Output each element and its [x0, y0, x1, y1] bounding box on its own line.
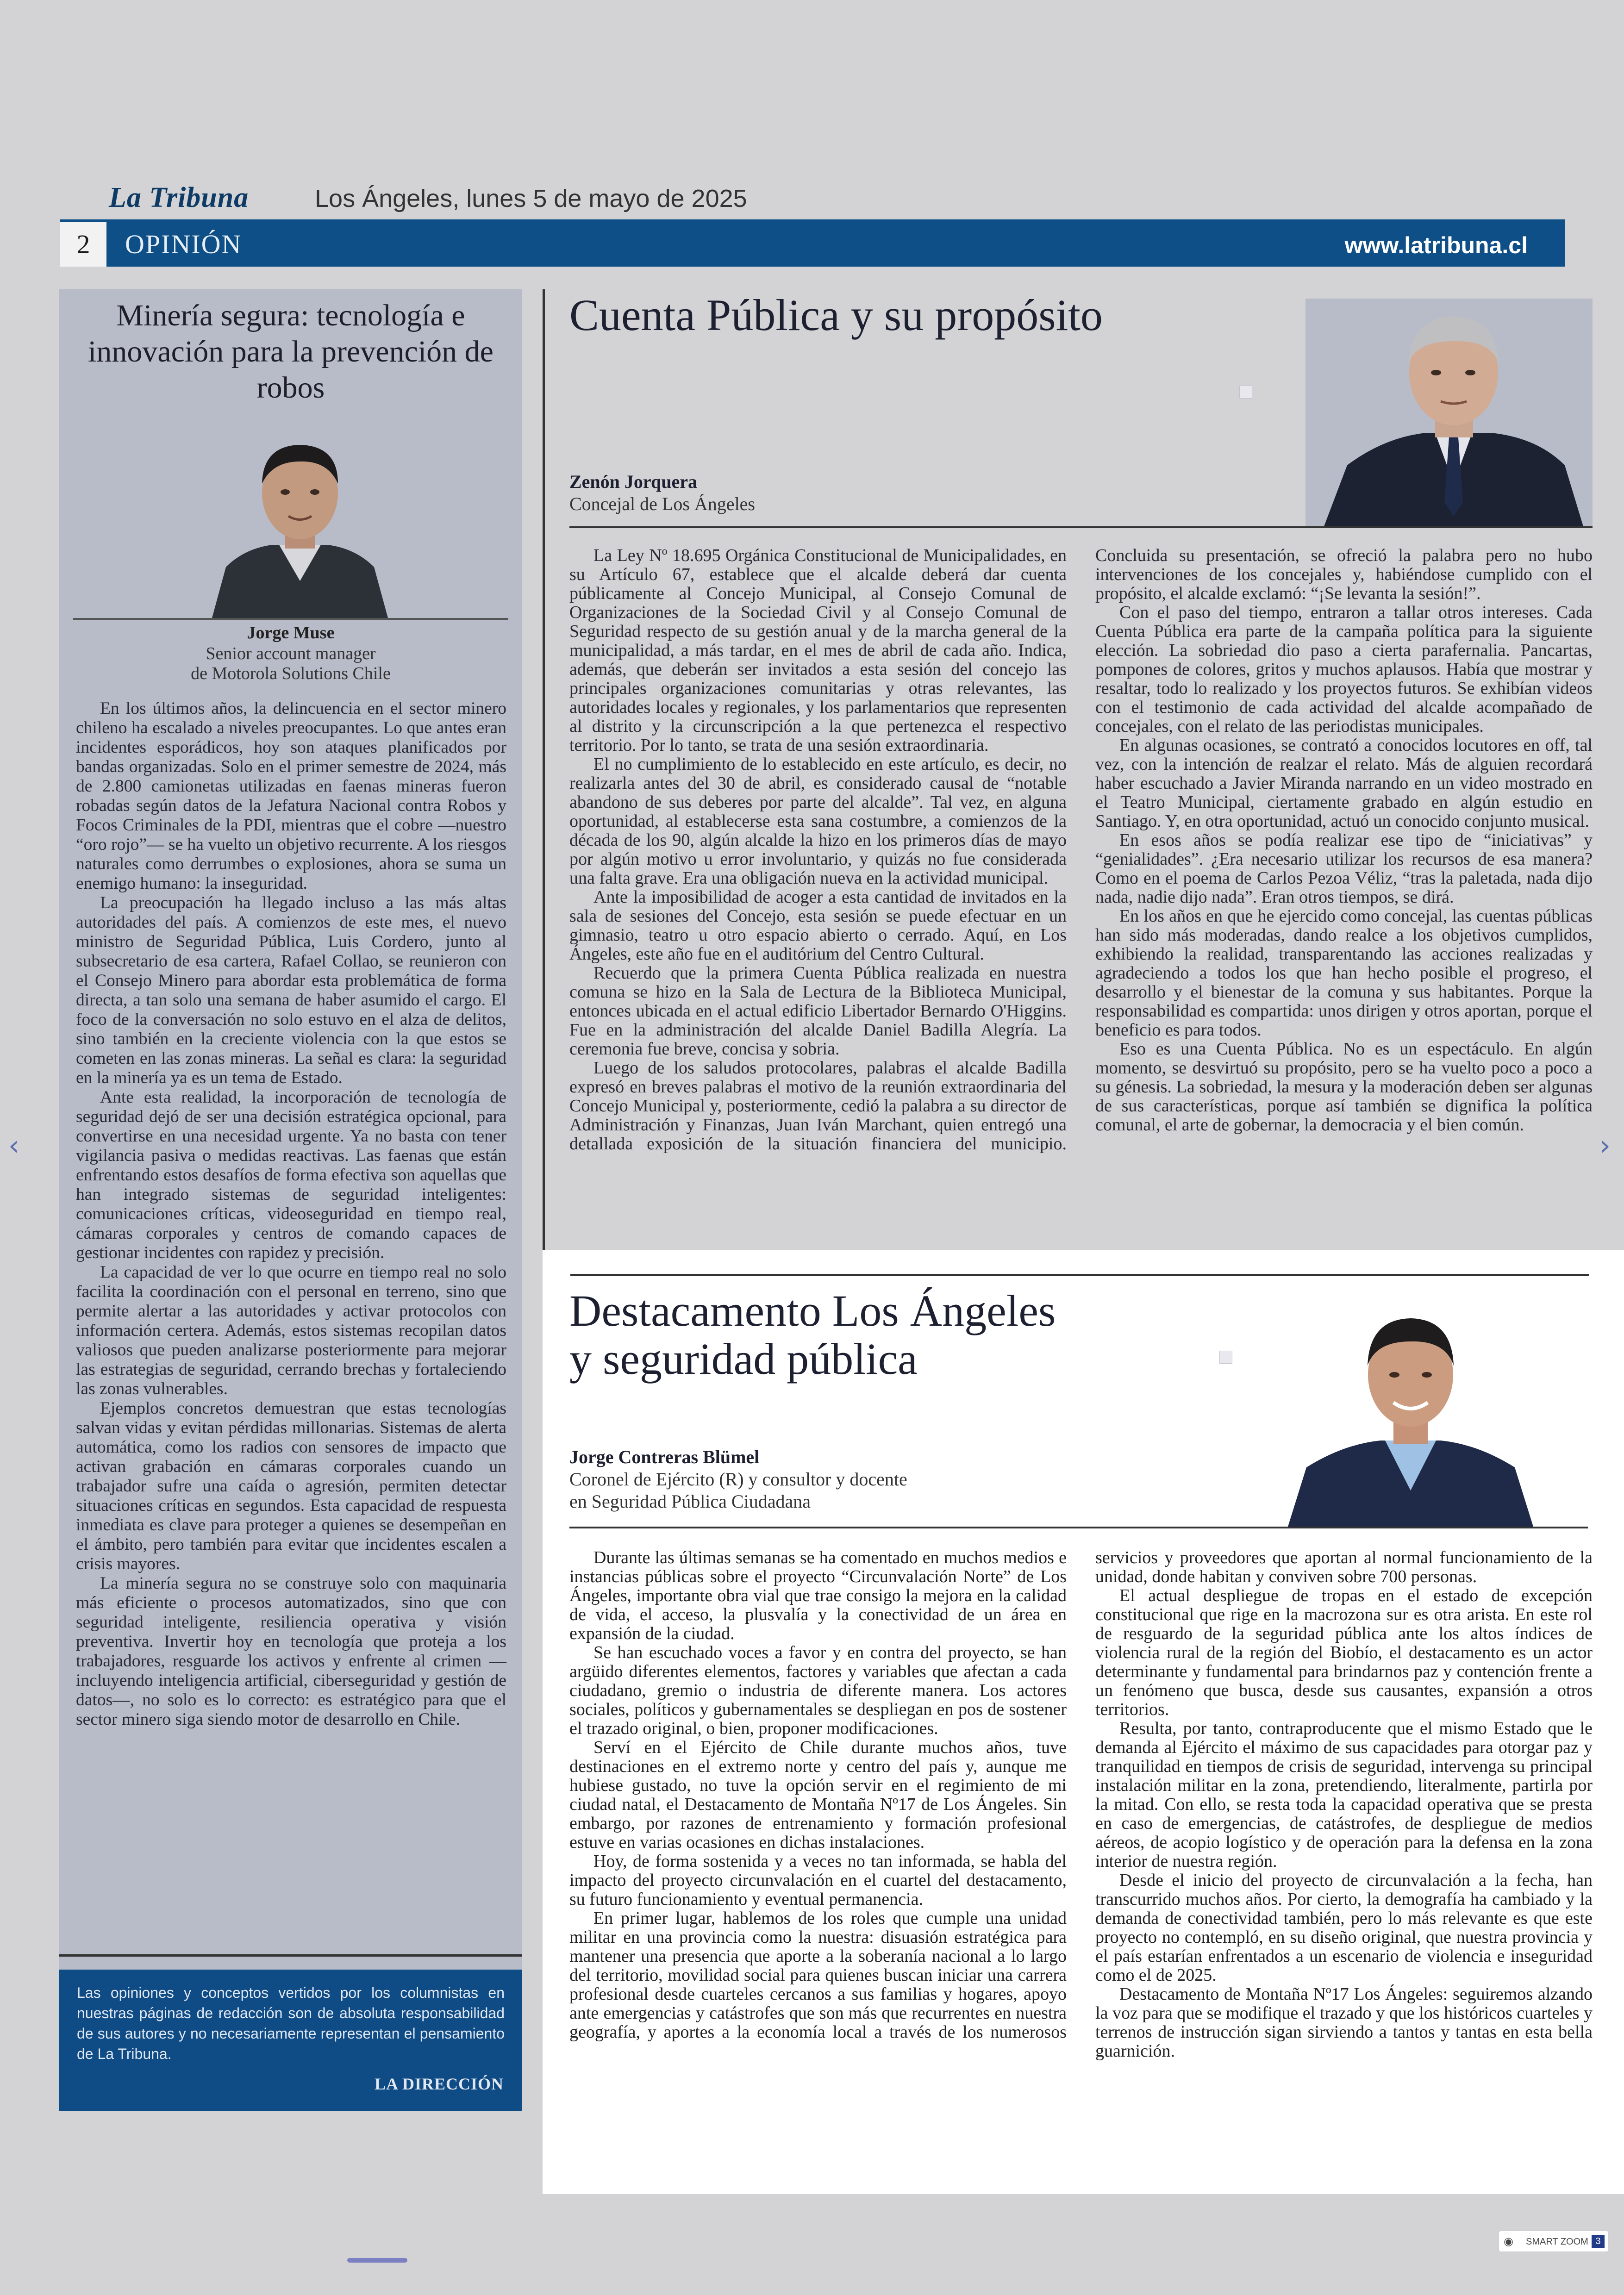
author-photo-zenon-jorquera	[1305, 299, 1593, 526]
author-photo-jorge-contreras	[1279, 1296, 1543, 1527]
article-2-title-line-2: y seguridad pública	[569, 1334, 918, 1384]
paragraph: Serví en el Ejército de Chile durante muchos años, tuve destinaciones en el extremo norte y centro del país y, aunque me hubiese gustado, no tuve la opción servir en el regimiento de mi ciudad natal, el Destacamento de Montaña Nº17 de Los Ángeles. Sin embargo, por razones de entrenamiento y formación profesional estuve en varias ocasiones en dichas instalaciones.	[569, 1738, 1067, 1852]
editorial-disclaimer	[59, 1970, 522, 2111]
paragraph: Eso es una Cuenta Pública. No es un espectáculo. En algún momento, se desvirtuó su propósito, pero se ha vuelto poco a poco a su génesis. La sobriedad, la mesura y la moderación deben ser algunas de sus características, porque así también se dignifica la política comunal, el arte de gobernar, la democracia y el bien común.	[1095, 1039, 1593, 1135]
paragraph: Ante la imposibilidad de acoger a esta cantidad de invitados en la sala de sesiones del Concejo, esta sesión se puede efectuar en un gimnasio, teatro u otro espacio abierto o cerrado. Aquí, en Los Ángeles, este año fue en el auditórium del Centro Cultural.	[569, 887, 1067, 964]
smart-zoom-label: SMART ZOOM	[1526, 2237, 1588, 2247]
paragraph: Destacamento de Montaña Nº17 Los Ángeles: seguiremos alzando la voz para que se modifique el trazado y que los históricos cuarteles y terrenos de instrucción sigan sirviendo a tantos y tantas en esta bella guarnición.	[1095, 1984, 1593, 2061]
paragraph: El no cumplimiento de lo establecido en este artículo, es decir, no realizarla antes del 30 de abril, es considerado causal de “notable abandono de sus deberes por parte del alcalde”. Tal vez, en alguna oportunidad, al establecerse esta sana costumbre, a comienzos de la década de los 90, algún alcalde la hizo en los primeros días de mayo por algún motivo u error involuntario, y quizás no fue considerada una falta grave. Era una obligación nueva en la actividad municipal.	[569, 755, 1067, 888]
paragraph: Durante las últimas semanas se ha comentado en muchos medios e instancias públicas sobre el proyecto “Circunvalación Norte” de Los Ángeles, importante obra vial que trae consigo la mejora en la calidad de vida, el acceso, la plusvalía y la conectividad de un área en expansión de la ciudad.	[569, 1548, 1067, 1643]
article-1-title: Cuenta Pública y su propósito	[569, 290, 1103, 340]
masthead-logo: La Tribuna	[109, 182, 249, 213]
paragraph: La minería segura no se construye solo con maquinaria más eficiente o procesos automatizados, sino que con seguridad inteligente, resiliencia operativa y visión preventiva. Invertir hoy en tecnología que proteja a los trabajadores, resguarde los activos y enfrente al crimen —incluyendo inteligencia artificial, ciberseguridad y gestión de datos—, no solo es lo correcto: es estratégico para que el sector minero siga siendo motor de desarrollo en Chile.	[76, 1574, 506, 1729]
horizontal-scrollbar[interactable]	[347, 2258, 407, 2263]
paragraph: En algunas ocasiones, se contrató a conocidos locutores en off, tal vez, con la intención de realzar el relato. Más de alguien recordará haber escuchado a Javier Miranda narrando en un video mostrado en el Teatro Municipal, ciertamente grabado en algún estudio en Santiago. Y, en otra oportunidad, actuó un conocido conjunto musical.	[1095, 736, 1593, 831]
article-1-author-name: Zenón Jorquera	[569, 471, 697, 492]
eye-icon: ◉	[1504, 2235, 1513, 2248]
disclaimer-divider	[59, 1954, 522, 1957]
disclaimer-signature: LA DIRECCIÓN	[374, 2075, 504, 2093]
article-destacamento	[543, 1250, 1624, 2194]
article-2-author-role-2: en Seguridad Pública Ciudadana	[569, 1491, 811, 1512]
article-1-body	[569, 546, 1593, 1154]
section-bar	[60, 219, 1565, 267]
paragraph: Ante esta realidad, la incorporación de tecnología de seguridad dejó de ser una decisión estratégica opcional, para convertirse en una necesidad urgente. Ya no basta con tener vigilancia pasiva o medidas reactivas. Las faenas que están enfrentando estos desafíos de forma efectiva son aquellas que han integrado sistemas de seguridad inteligentes: comunicaciones críticas, videoseguridad en tiempo real, cámaras corporales y centros de comando capaces de gestionar incidentes con rapidez y precisión.	[76, 1088, 506, 1262]
article-1-author-role: Concejal de Los Ángeles	[569, 493, 755, 514]
paragraph: Luego de los saludos protocolares, palabras el alcalde Badilla expresó en breves palabras el motivo de la reunión extraordinaria del Concejo Municipal y, posteriormente, cedió la palabra a su director de Administración y Finanzas, Juan Iván Marchant, quien entregó una detallada exposición de la situación financiera del municipio. Concluida su presentación, se ofreció la palabra pero no hubo intervenciones de los concejales y, habiéndose cumplido con el propósito, el alcalde exclamó: “¡Se levanta la sesión!”.	[569, 546, 1593, 1154]
article-2-author-role-1: Coronel de Ejército (R) y consultor y docente	[569, 1469, 907, 1490]
article-2-author-name: Jorge Contreras Blümel	[569, 1447, 760, 1467]
website-url[interactable]: www.latribuna.cl	[1344, 232, 1528, 258]
paragraph: La preocupación ha llegado incluso a las más altas autoridades del país. A comienzos de este mes, el nuevo ministro de Seguridad Pública, Luis Cordero, junto al subsecretario de esa cartera, Rafael Collao, se reunieron con el Consejo Minero para abordar esta problemática de forma directa, a tan solo una semana de haber asumido el cargo. El foco de la conversación no solo estuvo en el alza de delitos, sino también en la creciente violencia con la que estos se cometen en las zonas mineras. La señal es clara: la seguridad en la minería ya es un tema de Estado.	[76, 893, 506, 1087]
left-author-role-2: de Motorola Solutions Chile	[191, 664, 391, 683]
paragraph: El actual despliegue de tropas en el estado de excepción constitucional que rige en la macrozona sur es otra arista. En este rol de resguardo de la seguridad pública ante los altos índices de violencia rural de la región del Biobío, el destacamento es un actor determinante y fundamental para brindarnos paz y contención frente a un fenómeno que busca, desde sus causantes, expansión a otros territorios.	[1095, 1586, 1593, 1719]
paragraph: La capacidad de ver lo que ocurre en tiempo real no solo facilita la coordinación con el personal en terreno, sino que permite alertar a las autoridades y activar protocolos con información certera. Además, estos sistemas recopilan datos valiosos que pueden analizarse posteriormente para mejorar las estrategias de seguridad, cerrando brechas y fortaleciendo las zonas vulnerables.	[76, 1263, 506, 1398]
paragraph: Hoy, de forma sostenida y a veces no tan informada, se habla del impacto del proyecto circunvalación en el cuartel del destacamento, su futuro funcionamiento y eventual permanencia.	[569, 1852, 1067, 1909]
author-divider	[73, 618, 508, 620]
disclaimer-text: Las opiniones y conceptos vertidos por los columnistas en nuestras páginas de redacción son de absoluta responsabilidad de sus autores y no necesariamente representan el pensamiento de La Tribuna.	[77, 1984, 505, 2062]
page-number: 2	[60, 222, 106, 267]
smart-zoom-page: 3	[1592, 2235, 1605, 2248]
paragraph: Recuerdo que la primera Cuenta Pública realizada en nuestra comuna se hizo en la Sala de Lectura de la Biblioteca Municipal, entonces ubicada en el actual edificio Libertador Bernardo O'Higgins. Fue en la administración del alcalde Daniel Badilla Alegría. La ceremonia fue breve, concisa y sobria.	[569, 963, 1067, 1059]
article-2-body	[569, 1548, 1593, 2061]
paragraph: En esos años se podía realizar ese tipo de “iniciativas” y “genialidades”. ¿Era necesario utilizar los recursos de esa manera? Como en el poema de Carlos Pezoa Véliz, “tras la paletada, nada dijo nada, nadie dijo nada”. Eran otros tiempos, se dirá.	[1095, 830, 1593, 907]
smart-zoom-button[interactable]	[1498, 2230, 1609, 2252]
paragraph: En los últimos años, la delincuencia en el sector minero chileno ha escalado a niveles preocupantes. Lo que antes eran incidentes esporádicos, hoy son ataques planificados por bandas organizadas. Solo en el primer semestre de 2024, más de 2.800 camionetas utilizadas en faenas mineras fueron robadas según datos de la Jefatura Nacional contra Robos y Focos Criminales de la PDI, mientras que el cobre —nuestro “oro rojo”— se ha vuelto un objetivo recurrente. A los riesgos naturales como derrumbes o explosiones, ahora se suma un enemigo humano: la inseguridad.	[76, 699, 506, 893]
chevron-left-icon[interactable]: ‹	[8, 1129, 19, 1162]
dateline: Los Ángeles, lunes 5 de mayo de 2025	[315, 185, 747, 212]
article-2-top-rule	[570, 1274, 1589, 1276]
article-1-divider	[569, 526, 1593, 528]
paragraph: Se han escuchado voces a favor y en contra del proyecto, se han argüido diferentes elementos, factores y variables que afectan a cada ciudadano, gremio o industria de diferente manera. Los actores sociales, políticos y gubernamentales se despliegan en pos de sostener el trazado original, o bien, proponer modificaciones.	[569, 1643, 1067, 1738]
paragraph: Desde el inicio del proyecto de circunvalación a la fecha, han transcurrido muchos años. Por cierto, la demografía ha cambiado y la demanda de conectividad también, pero lo más relevante es que este proyecto no contempló, en su diseño original, que nuestra provincia y el país estarían enfrentados a un escenario de violencia e inseguridad como el de 2025.	[1095, 1871, 1593, 1985]
paragraph: Resulta, por tanto, contraproducente que el mismo Estado que le demanda al Ejército el máximo de sus capacidades para otorgar paz y tranquilidad en tiempos de crisis de seguridad, intervenga su principal instalación militar en la zona, pretendiendo, literalmente, partirla por la mitad. Con ello, se resta toda la capacidad operativa que se presta en caso de emergencias, de catástrofes, de despliegue de medios aéreos, de acopio logístico y de operación para la defensa en la zona interior de nuestra región.	[1095, 1719, 1593, 1871]
paragraph: La Ley Nº 18.695 Orgánica Constitucional de Municipalidades, en su Artículo 67, establece que el alcalde deberá dar cuenta públicamente al Concejo Municipal, al Consejo Comunal de Organizaciones de la Sociedad Civil y al Consejo Comunal de Seguridad respecto de su gestión anual y de la marcha general de la municipalidad, a más tardar, en el mes de abril de cada año. Indica, además, que deberán ser invitados a esta sesión del concejo las principales organizaciones comunitarias y otras relevantes, las autoridades locales y regionales, y los parlamentarios que representen al distrito y la circunscripción a la que pertenezca el respectivo territorio. Por lo tanto, se trata de una sesión extraordinaria.	[569, 546, 1067, 755]
left-column-article	[59, 289, 522, 1977]
paragraph: En primer lugar, hablemos de los roles que cumple una unidad militar en una provincia como la nuestra: disuasión estratégica para mantener una presencia que aporte a la soberanía nacional a lo largo del territorio, movilidad social para quienes buscan iniciar una carrera profesional desde cuarteles cercanos a sus familias y hogares, apoyo ante emergencias y catástrofes que son más que recurrentes en nuestra geografía, y aportes a la economía local a través de los numerosos servicios y proveedores que aportan al normal funcionamiento de la unidad, donde habitan y conviven sobre 700 personas.	[569, 1548, 1593, 2042]
left-author-name: Jorge Muse	[247, 623, 335, 642]
paragraph: Con el paso del tiempo, entraron a tallar otros intereses. Cada Cuenta Pública era parte de la campaña política para la siguiente elección. La sobriedad dio paso a cierta parafernalia. Pancartas, pompones de colores, gritos y muchos aplausos. Había que mostrar y resaltar, todo lo realizado y los proyectos futuros. Se exhibían videos con el testimonio de cada actividad del alcalde acompañado de concejales, con el relato de las periodistas municipales.	[1095, 603, 1593, 736]
left-author-role-1: Senior account manager	[206, 644, 376, 663]
author-photo-jorge-muse	[180, 424, 420, 618]
left-article-body	[76, 699, 506, 1729]
article-2-title-line-1: Destacamento Los Ángeles	[569, 1286, 1056, 1335]
article-cuenta-publica	[546, 289, 1611, 1261]
paragraph: Ejemplos concretos demuestran que estas tecnologías salvan vidas y evitan pérdidas millonarias. Sistemas de alerta automática, como los radios con sensores de impacto que activan grabación en cámaras corporales cuando un trabajador sufre una caída o agresión, permiten detectar situaciones críticas en segundos. Esta capacidad de respuesta inmediata es clave para proteger a quienes se desempeñan en el ámbito, pero también para evitar que incidentes escalen a crisis mayores.	[76, 1399, 506, 1573]
chevron-right-icon[interactable]: ›	[1599, 1129, 1611, 1162]
image-tag-icon[interactable]	[1239, 386, 1252, 399]
paragraph: En los años en que he ejercido como concejal, las cuentas públicas han sido más moderadas, dando realce a los objetivos cumplidos, exhibiendo la realidad, transparentando las acciones realizadas y agradeciendo a todos los que han hecho posible el progreso, el desarrollo y el bienestar de la comuna y sus habitantes. Porque la responsabilidad es compartida: unos dirigen y otros aportan, porque el beneficio es para todos.	[1095, 906, 1593, 1040]
left-article-title: Minería segura: tecnología e innovación para la prevención de robos	[88, 299, 493, 405]
article-2-title	[569, 1287, 1056, 1383]
section-title: OPINIÓN	[125, 229, 242, 259]
image-tag-icon[interactable]	[1219, 1351, 1232, 1364]
article-2-divider	[569, 1527, 1588, 1528]
